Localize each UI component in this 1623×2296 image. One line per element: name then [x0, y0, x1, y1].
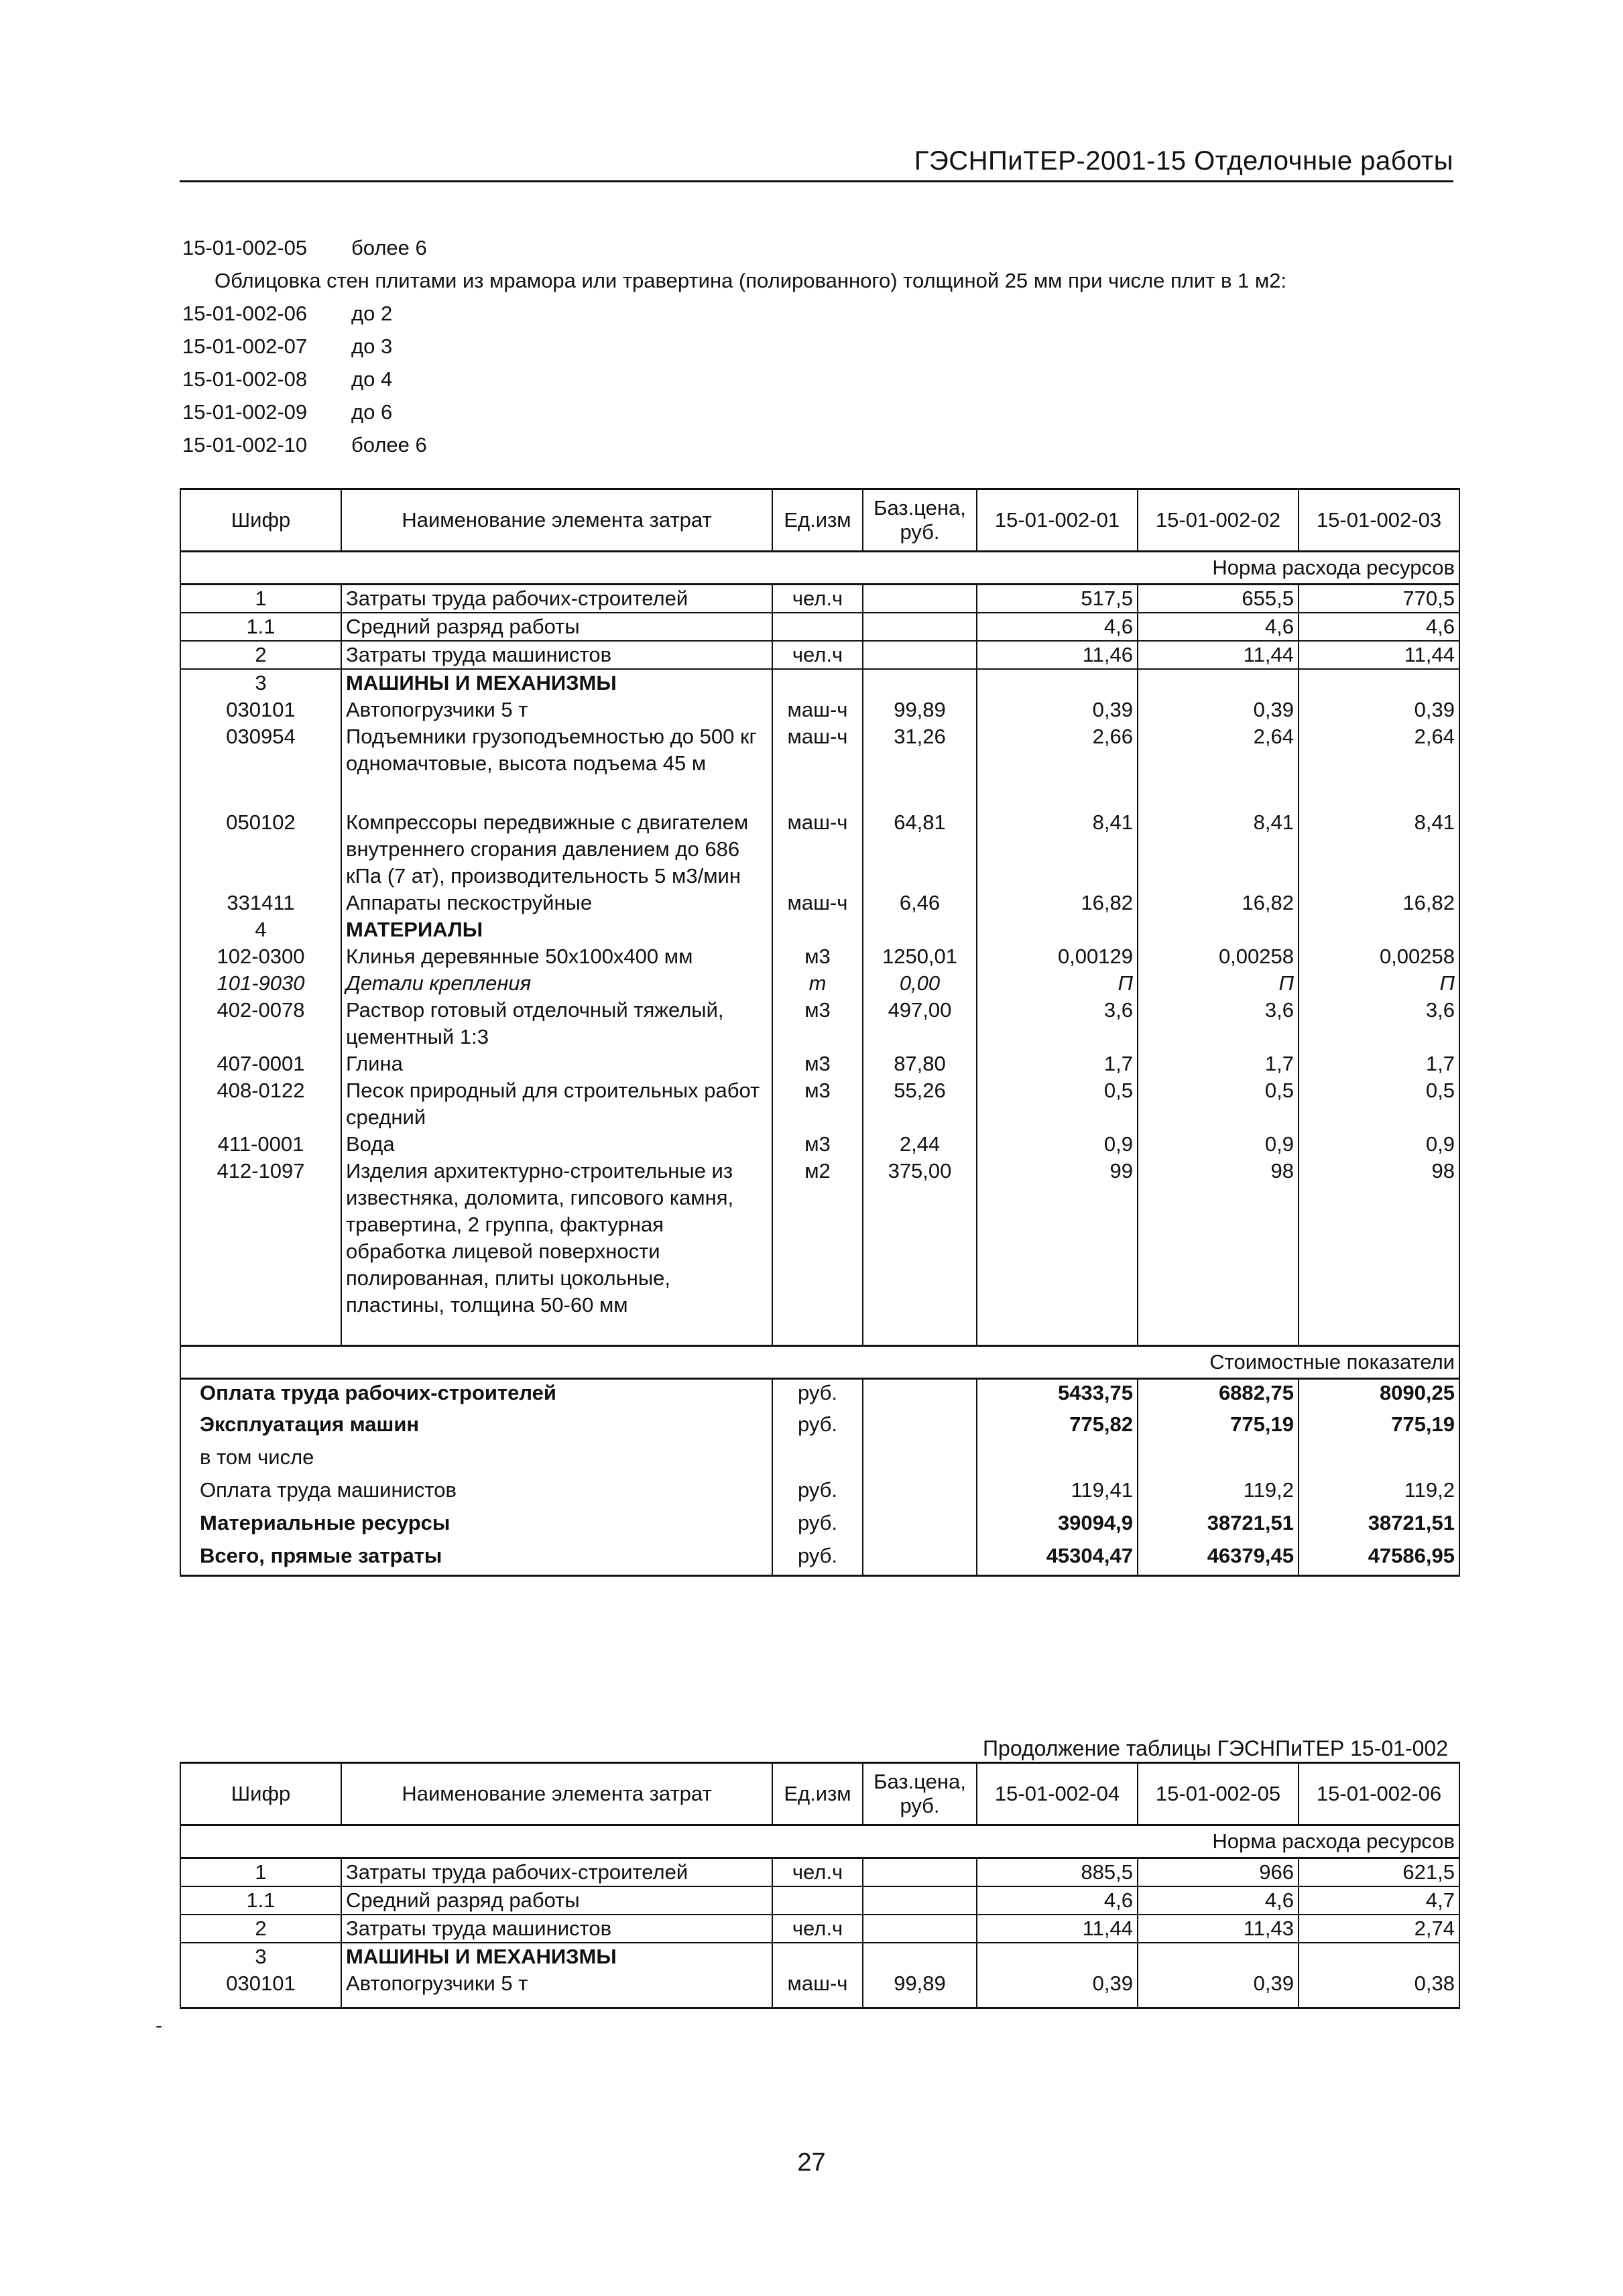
col-header-unit: Ед.изм — [772, 1763, 863, 1825]
resource-name: Раствор готовый отделочный тяжелый, цементный 1:3 — [341, 997, 772, 1050]
resource-unit: маш-ч — [772, 723, 863, 809]
resource-unit — [772, 613, 863, 641]
resource-code: 331411 — [180, 890, 341, 916]
rate-value: 8,41 — [1138, 809, 1299, 890]
resource-unit: м3 — [772, 1131, 863, 1158]
col-header-name: Наименование элемента затрат — [341, 489, 772, 552]
resource-name: Изделия архитектурно-строительные из известняка, доломита, гипсового камня, травертина, 2 группа, фактурная обработка лицевой поверхности полированная, плиты цокольные, пластины, толщина 50-60 мм — [341, 1158, 772, 1345]
rate-value — [1299, 916, 1459, 943]
col-header-unit: Ед.изм — [772, 489, 863, 552]
resource-code: 4 — [180, 916, 341, 943]
cost-unit: руб. — [772, 1411, 863, 1444]
resource-row — [180, 1943, 1459, 1970]
rate-value: 11,44 — [977, 1915, 1138, 1943]
rate-value: 1,7 — [977, 1050, 1138, 1077]
cost-unit: руб. — [772, 1477, 863, 1510]
resource-price: 55,26 — [863, 1077, 977, 1131]
resource-name: МАШИНЫ И МЕХАНИЗМЫ — [341, 1943, 772, 1970]
cost-value — [1138, 1444, 1299, 1477]
resource-code: 050102 — [180, 809, 341, 890]
resource-price: 87,80 — [863, 1050, 977, 1077]
resource-row — [180, 1158, 1459, 1345]
col-header-rate-1: 15-01-002-01 — [977, 489, 1138, 552]
resource-unit — [772, 1943, 863, 1970]
rate-value: 0,9 — [977, 1131, 1138, 1158]
resource-unit: м2 — [772, 1158, 863, 1345]
col-header-code: Шифр — [180, 489, 341, 552]
resource-unit: маш-ч — [772, 697, 863, 723]
rate-value: 0,39 — [1138, 1970, 1299, 2008]
intro-code: 15-01-002-09 — [182, 400, 308, 424]
resource-price — [863, 585, 977, 613]
resource-unit: маш-ч — [772, 809, 863, 890]
cost-value — [977, 1444, 1138, 1477]
rate-value: 0,5 — [1138, 1077, 1299, 1131]
rate-value: 3,6 — [1138, 997, 1299, 1050]
col-header-name: Наименование элемента затрат — [341, 1763, 772, 1825]
resource-name: Затраты труда рабочих-строителей — [341, 585, 772, 613]
resource-row — [180, 1077, 1459, 1131]
rate-value: 2,64 — [1138, 723, 1299, 809]
rate-value: 99 — [977, 1158, 1138, 1345]
cost-value: 119,41 — [977, 1477, 1138, 1510]
cost-header-row — [180, 1345, 1459, 1378]
resource-name: Автопогрузчики 5 т — [341, 697, 772, 723]
intro-description: Облицовка стен плитами из мрамора или травертина (полированного) толщиной 25 мм при числе плит в 1 м2: — [215, 269, 1287, 292]
cost-price-blank — [863, 1543, 977, 1575]
cost-name: Всего, прямые затраты — [180, 1543, 772, 1575]
cost-value: 46379,45 — [1138, 1543, 1299, 1575]
rate-value: 3,6 — [977, 997, 1138, 1050]
intro-row — [182, 428, 1456, 461]
norma-label: Норма расхода ресурсов — [180, 1825, 1459, 1858]
resource-price: 1250,01 — [863, 943, 977, 970]
rate-value: 885,5 — [977, 1858, 1138, 1887]
resource-price — [863, 641, 977, 669]
cost-value: 45304,47 — [977, 1543, 1138, 1575]
rate-value: 0,9 — [1138, 1131, 1299, 1158]
resource-unit: м3 — [772, 943, 863, 970]
col-header-price: Баз.цена, руб. — [863, 489, 977, 552]
col-header-rate-3: 15-01-002-03 — [1299, 489, 1459, 552]
resource-unit: чел.ч — [772, 641, 863, 669]
resource-code: 2 — [180, 1915, 341, 1943]
resource-table-continuation — [180, 1762, 1460, 2009]
resource-name: Аппараты пескоструйные — [341, 890, 772, 916]
resource-price: 2,44 — [863, 1131, 977, 1158]
resource-name: Средний разряд работы — [341, 1886, 772, 1915]
rate-value: 11,43 — [1138, 1915, 1299, 1943]
cost-value: 5433,75 — [977, 1378, 1138, 1411]
cost-unit: руб. — [772, 1378, 863, 1411]
resource-price — [863, 1943, 977, 1970]
cost-row — [180, 1543, 1459, 1575]
rate-value: 8,41 — [1299, 809, 1459, 890]
rate-value — [977, 916, 1138, 943]
resource-unit: м3 — [772, 997, 863, 1050]
resource-unit: чел.ч — [772, 1858, 863, 1887]
cost-price-blank — [863, 1378, 977, 1411]
rate-value: 2,74 — [1299, 1915, 1459, 1943]
intro-row — [182, 231, 1456, 264]
rate-value: 517,5 — [977, 585, 1138, 613]
cost-row — [180, 1411, 1459, 1444]
intro-text: до 2 — [351, 302, 393, 325]
rate-value: 98 — [1299, 1158, 1459, 1345]
cost-price-blank — [863, 1510, 977, 1543]
rate-value: 11,44 — [1138, 641, 1299, 669]
resource-row — [180, 613, 1459, 641]
rate-value: 0,00258 — [1299, 943, 1459, 970]
rate-value — [977, 669, 1138, 697]
rate-value: 966 — [1138, 1858, 1299, 1887]
intro-text: более 6 — [351, 433, 427, 457]
cost-value: 38721,51 — [1299, 1510, 1459, 1543]
resource-unit: м3 — [772, 1050, 863, 1077]
rate-value — [1138, 1943, 1299, 1970]
rate-value: 16,82 — [1138, 890, 1299, 916]
rate-value — [1299, 1943, 1459, 1970]
intro-row — [182, 363, 1456, 396]
rate-value: 770,5 — [1299, 585, 1459, 613]
rate-value: 4,6 — [1138, 1886, 1299, 1915]
cost-row — [180, 1477, 1459, 1510]
resource-unit — [772, 669, 863, 697]
resource-code: 1 — [180, 1858, 341, 1887]
cost-value: 38721,51 — [1138, 1510, 1299, 1543]
cost-row — [180, 1378, 1459, 1411]
resource-price — [863, 1886, 977, 1915]
intro-text: до 6 — [351, 400, 393, 424]
cost-row — [180, 1510, 1459, 1543]
rate-value: 4,6 — [1299, 613, 1459, 641]
resource-row — [180, 1915, 1459, 1943]
resource-unit: маш-ч — [772, 1970, 863, 2008]
resource-price — [863, 613, 977, 641]
table-header-row — [180, 489, 1459, 552]
cost-price-blank — [863, 1477, 977, 1510]
intro-text: более 6 — [351, 236, 427, 259]
cost-name: Оплата труда машинистов — [180, 1477, 772, 1510]
norma-row — [180, 1825, 1459, 1858]
resource-name: МАТЕРИАЛЫ — [341, 916, 772, 943]
rate-value: П — [1138, 970, 1299, 997]
rate-value — [1138, 916, 1299, 943]
rate-value: 2,66 — [977, 723, 1138, 809]
intro-block — [182, 231, 1456, 461]
resource-code: 102-0300 — [180, 943, 341, 970]
resource-row — [180, 997, 1459, 1050]
resource-row — [180, 943, 1459, 970]
resource-row — [180, 1970, 1459, 2008]
resource-unit: т — [772, 970, 863, 997]
resource-price: 99,89 — [863, 697, 977, 723]
resource-unit — [772, 916, 863, 943]
resource-price: 31,26 — [863, 723, 977, 809]
resource-code: 1 — [180, 585, 341, 613]
rate-value: 0,00129 — [977, 943, 1138, 970]
intro-row — [182, 396, 1456, 428]
resource-row — [180, 641, 1459, 669]
rate-value: 98 — [1138, 1158, 1299, 1345]
resource-code: 408-0122 — [180, 1077, 341, 1131]
resource-code: 3 — [180, 1943, 341, 1970]
resource-row — [180, 1886, 1459, 1915]
cost-value: 775,82 — [977, 1411, 1138, 1444]
resource-unit: чел.ч — [772, 1915, 863, 1943]
resource-name: Затраты труда машинистов — [341, 641, 772, 669]
resource-code: 412-1097 — [180, 1158, 341, 1345]
cost-name: в том числе — [180, 1444, 772, 1477]
cost-value: 119,2 — [1299, 1477, 1459, 1510]
cost-name: Материальные ресурсы — [180, 1510, 772, 1543]
cost-value: 39094,9 — [977, 1510, 1138, 1543]
cost-header-label: Стоимостные показатели — [180, 1345, 1459, 1378]
document-title: ГЭСНПиТЕР-2001-15 Отделочные работы — [914, 146, 1453, 176]
resource-code: 101-9030 — [180, 970, 341, 997]
resource-price — [863, 1915, 977, 1943]
resource-price — [863, 1858, 977, 1887]
resource-price: 497,00 — [863, 997, 977, 1050]
rate-value: 0,39 — [977, 697, 1138, 723]
resource-price: 99,89 — [863, 1970, 977, 2008]
resource-price: 375,00 — [863, 1158, 977, 1345]
cost-name: Оплата труда рабочих-строителей — [180, 1378, 772, 1411]
cost-row — [180, 1444, 1459, 1477]
intro-row — [182, 297, 1456, 330]
resource-name: Глина — [341, 1050, 772, 1077]
resource-price: 0,00 — [863, 970, 977, 997]
cost-value: 47586,95 — [1299, 1543, 1459, 1575]
resource-unit: маш-ч — [772, 890, 863, 916]
page-number: 27 — [797, 2149, 826, 2177]
rate-value: П — [977, 970, 1138, 997]
col-header-price: Баз.цена, руб. — [863, 1763, 977, 1825]
cost-value: 775,19 — [1299, 1411, 1459, 1444]
rate-value — [977, 1943, 1138, 1970]
cost-unit — [772, 1444, 863, 1477]
intro-code: 15-01-002-05 — [182, 236, 308, 259]
resource-unit: м3 — [772, 1077, 863, 1131]
rate-value: 0,5 — [977, 1077, 1138, 1131]
resource-name: МАШИНЫ И МЕХАНИЗМЫ — [341, 669, 772, 697]
intro-code: 15-01-002-10 — [182, 433, 308, 457]
norma-label: Норма расхода ресурсов — [180, 552, 1459, 585]
rate-value: 0,39 — [977, 1970, 1138, 2008]
resource-row — [180, 585, 1459, 613]
norma-row — [180, 552, 1459, 585]
resource-row — [180, 809, 1459, 890]
resource-price: 6,46 — [863, 890, 977, 916]
resource-table-main — [180, 488, 1460, 1577]
resource-unit: чел.ч — [772, 585, 863, 613]
continuation-title: Продолжение таблицы ГЭСНПиТЕР 15-01-002 — [983, 1736, 1448, 1760]
resource-code: 411-0001 — [180, 1131, 341, 1158]
rate-value — [1299, 669, 1459, 697]
rate-value: 4,6 — [1138, 613, 1299, 641]
cost-value: 119,2 — [1138, 1477, 1299, 1510]
resource-name: Песок природный для строительных работ средний — [341, 1077, 772, 1131]
rate-value: 2,64 — [1299, 723, 1459, 809]
resource-name: Подъемники грузоподъемностью до 500 кг одномачтовые, высота подъема 45 м — [341, 723, 772, 809]
resource-code: 3 — [180, 669, 341, 697]
resource-row — [180, 890, 1459, 916]
resource-code: 2 — [180, 641, 341, 669]
resource-row — [180, 1131, 1459, 1158]
resource-code: 407-0001 — [180, 1050, 341, 1077]
rate-value: 4,6 — [977, 1886, 1138, 1915]
resource-name: Вода — [341, 1131, 772, 1158]
col-header-rate-2: 15-01-002-02 — [1138, 489, 1299, 552]
col-header-rate-5: 15-01-002-05 — [1138, 1763, 1299, 1825]
resource-name: Клинья деревянные 50х100х400 мм — [341, 943, 772, 970]
resource-price — [863, 916, 977, 943]
rate-value: 0,9 — [1299, 1131, 1459, 1158]
intro-code: 15-01-002-08 — [182, 367, 308, 391]
rate-value: 0,5 — [1299, 1077, 1459, 1131]
cost-value: 8090,25 — [1299, 1378, 1459, 1411]
resource-row — [180, 697, 1459, 723]
rate-value: 16,82 — [977, 890, 1138, 916]
resource-row — [180, 916, 1459, 943]
rate-value: 0,39 — [1138, 697, 1299, 723]
page-header — [180, 146, 1453, 182]
resource-price — [863, 669, 977, 697]
cost-value — [1299, 1444, 1459, 1477]
margin-mark: - — [156, 2014, 162, 2037]
intro-code: 15-01-002-06 — [182, 302, 308, 325]
rate-value: 0,38 — [1299, 1970, 1459, 2008]
col-header-code: Шифр — [180, 1763, 341, 1825]
resource-row — [180, 970, 1459, 997]
rate-value: 4,6 — [977, 613, 1138, 641]
resource-row — [180, 1858, 1459, 1887]
intro-text: до 3 — [351, 335, 393, 358]
resource-code: 1.1 — [180, 1886, 341, 1915]
rate-value: 655,5 — [1138, 585, 1299, 613]
cost-unit: руб. — [772, 1510, 863, 1543]
cost-value: 6882,75 — [1138, 1378, 1299, 1411]
resource-code: 1.1 — [180, 613, 341, 641]
rate-value: 0,00258 — [1138, 943, 1299, 970]
resource-row — [180, 723, 1459, 809]
resource-name: Компрессоры передвижные с двигателем внутреннего сгорания давлением до 686 кПа (7 ат), производительность 5 м3/мин — [341, 809, 772, 890]
cost-name: Эксплуатация машин — [180, 1411, 772, 1444]
rate-value: 621,5 — [1299, 1858, 1459, 1887]
rate-value: 1,7 — [1138, 1050, 1299, 1077]
resource-row — [180, 669, 1459, 697]
resource-code: 402-0078 — [180, 997, 341, 1050]
rate-value: 1,7 — [1299, 1050, 1459, 1077]
resource-name: Детали крепления — [341, 970, 772, 997]
resource-name: Затраты труда рабочих-строителей — [341, 1858, 772, 1887]
resource-unit — [772, 1886, 863, 1915]
rate-value: 16,82 — [1299, 890, 1459, 916]
resource-row — [180, 1050, 1459, 1077]
rate-value: 0,39 — [1299, 697, 1459, 723]
resource-name: Автопогрузчики 5 т — [341, 1970, 772, 2008]
col-header-rate-4: 15-01-002-04 — [977, 1763, 1138, 1825]
resource-code: 030954 — [180, 723, 341, 809]
cost-value: 775,19 — [1138, 1411, 1299, 1444]
resource-name: Средний разряд работы — [341, 613, 772, 641]
rate-value: 11,44 — [1299, 641, 1459, 669]
rate-value — [1138, 669, 1299, 697]
resource-price: 64,81 — [863, 809, 977, 890]
resource-name: Затраты труда машинистов — [341, 1915, 772, 1943]
cost-price-blank — [863, 1444, 977, 1477]
cost-price-blank — [863, 1411, 977, 1444]
rate-value: П — [1299, 970, 1459, 997]
cost-unit: руб. — [772, 1543, 863, 1575]
intro-code: 15-01-002-07 — [182, 335, 308, 358]
rate-value: 3,6 — [1299, 997, 1459, 1050]
resource-code: 030101 — [180, 697, 341, 723]
col-header-rate-6: 15-01-002-06 — [1299, 1763, 1459, 1825]
rate-value: 11,46 — [977, 641, 1138, 669]
intro-text: до 4 — [351, 367, 393, 391]
rate-value: 8,41 — [977, 809, 1138, 890]
table-header-row — [180, 1763, 1459, 1825]
rate-value: 4,7 — [1299, 1886, 1459, 1915]
intro-row — [182, 330, 1456, 363]
resource-code: 030101 — [180, 1970, 341, 2008]
